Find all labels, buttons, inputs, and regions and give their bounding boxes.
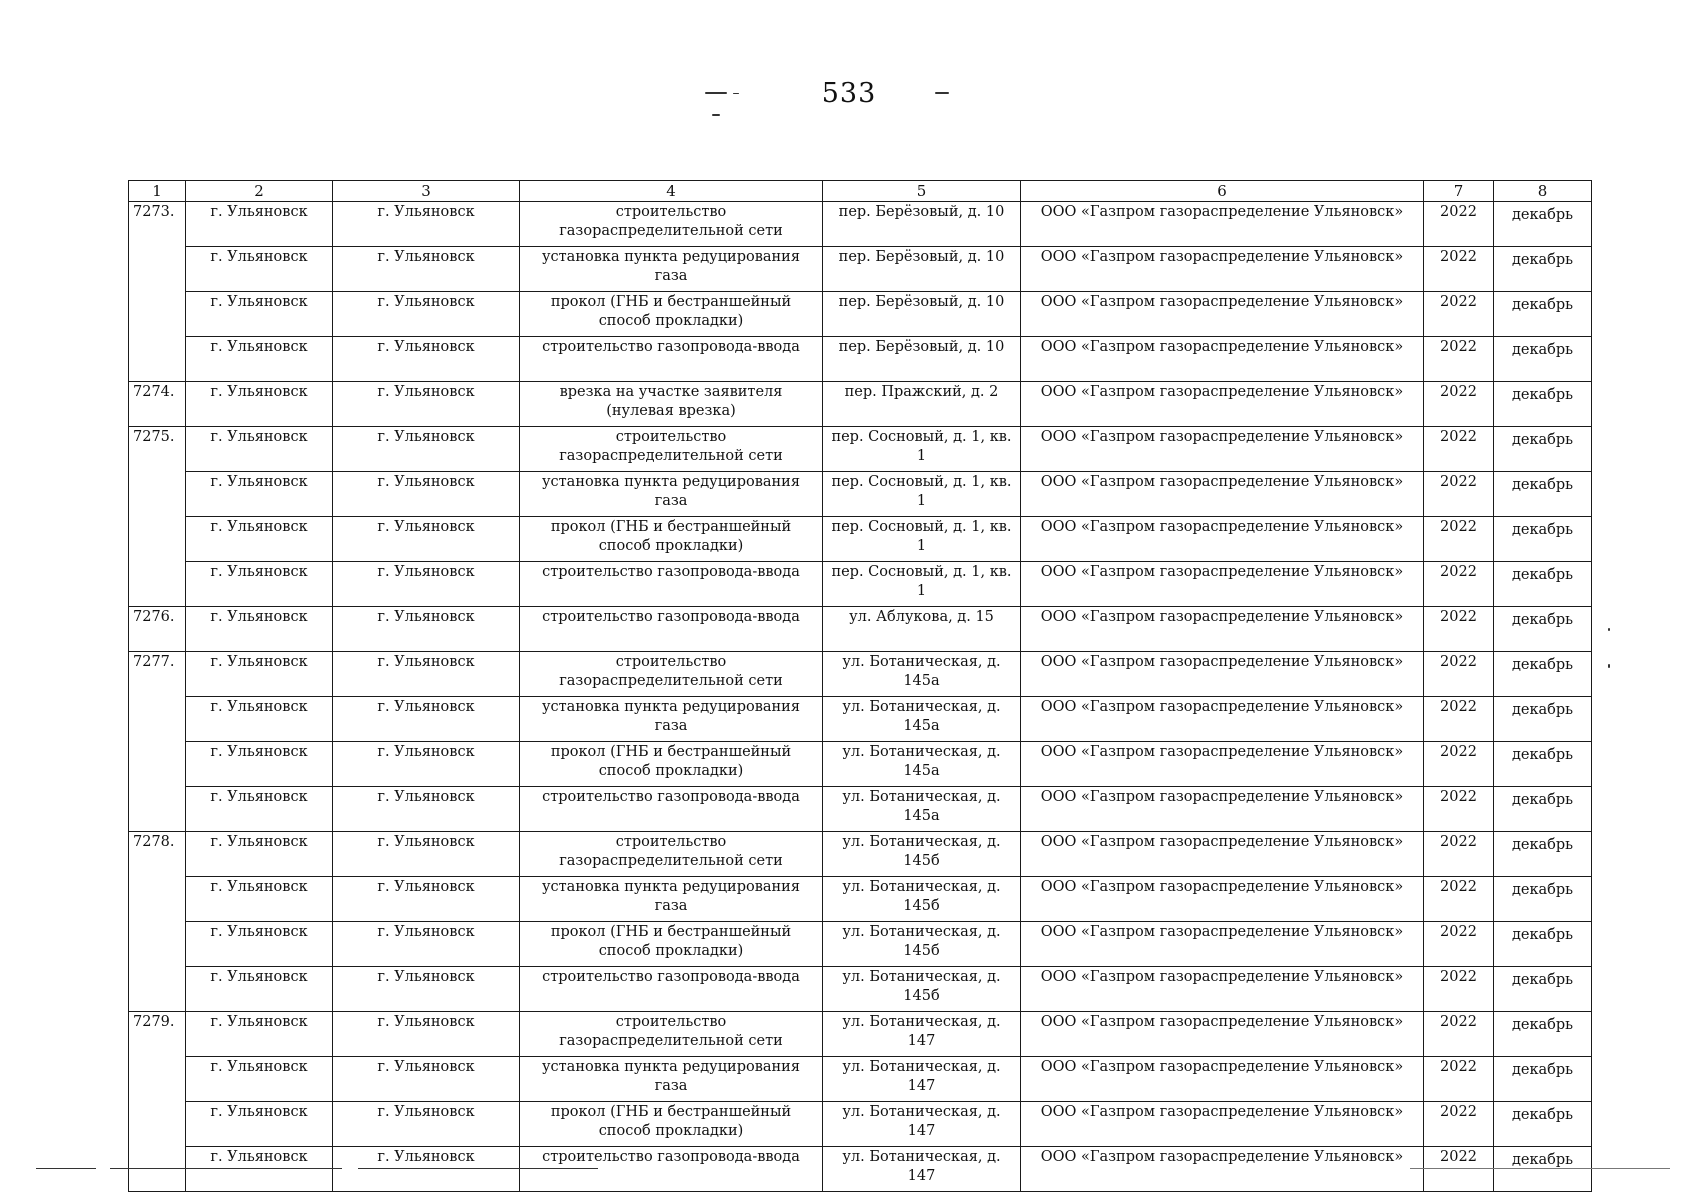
- organization-cell: ООО «Газпром газораспределение Ульяновск»: [1021, 922, 1424, 967]
- organization-cell: ООО «Газпром газораспределение Ульяновск»: [1021, 292, 1424, 337]
- work-type-cell: установка пункта редуцирования газа: [520, 697, 823, 742]
- address-cell: пер. Сосновый, д. 1, кв. 1: [823, 517, 1021, 562]
- work-type-cell: строительство газопровода-ввода: [520, 607, 823, 652]
- table-row: [129, 382, 1592, 427]
- address-cell: пер. Сосновый, д. 1, кв. 1: [823, 472, 1021, 517]
- settlement-cell: г. Ульяновск: [186, 382, 333, 427]
- footer-rule: [110, 1168, 342, 1169]
- year-cell: 2022: [1424, 922, 1494, 967]
- month-cell: декабрь: [1494, 1102, 1592, 1147]
- organization-cell: ООО «Газпром газораспределение Ульяновск»: [1021, 967, 1424, 1012]
- table-row: [129, 427, 1592, 472]
- month-cell: декабрь: [1494, 1057, 1592, 1102]
- district-cell: г. Ульяновск: [333, 922, 520, 967]
- district-cell: г. Ульяновск: [333, 1012, 520, 1057]
- address-cell: ул. Ботаническая, д. 147: [823, 1012, 1021, 1057]
- district-cell: г. Ульяновск: [333, 1057, 520, 1102]
- row-number: [129, 967, 186, 1012]
- month-cell: декабрь: [1494, 922, 1592, 967]
- district-cell: г. Ульяновск: [333, 742, 520, 787]
- table-row: [129, 832, 1592, 877]
- month-cell: декабрь: [1494, 877, 1592, 922]
- settlement-cell: г. Ульяновск: [186, 742, 333, 787]
- table-row: [129, 1012, 1592, 1057]
- work-type-cell: прокол (ГНБ и бестраншейный способ прокладки): [520, 1102, 823, 1147]
- month-cell: декабрь: [1494, 967, 1592, 1012]
- scan-speck: [712, 114, 720, 116]
- address-cell: ул. Ботаническая, д. 145б: [823, 877, 1021, 922]
- month-cell: декабрь: [1494, 1012, 1592, 1057]
- district-cell: г. Ульяновск: [333, 1102, 520, 1147]
- work-type-cell: прокол (ГНБ и бестраншейный способ прокладки): [520, 292, 823, 337]
- district-cell: г. Ульяновск: [333, 472, 520, 517]
- column-header-6: 6: [1021, 181, 1424, 202]
- year-cell: 2022: [1424, 787, 1494, 832]
- organization-cell: ООО «Газпром газораспределение Ульяновск»: [1021, 382, 1424, 427]
- table-row: [129, 787, 1592, 832]
- district-cell: г. Ульяновск: [333, 877, 520, 922]
- row-number: [129, 472, 186, 517]
- row-number: 7276.: [129, 607, 186, 652]
- address-cell: ул. Ботаническая, д. 145а: [823, 652, 1021, 697]
- row-number: 7277.: [129, 652, 186, 697]
- row-number: [129, 1147, 186, 1192]
- column-header-2: 2: [186, 181, 333, 202]
- district-cell: г. Ульяновск: [333, 1147, 520, 1192]
- organization-cell: ООО «Газпром газораспределение Ульяновск»: [1021, 202, 1424, 247]
- row-number: [129, 517, 186, 562]
- year-cell: 2022: [1424, 832, 1494, 877]
- header-row: [129, 181, 1592, 202]
- settlement-cell: г. Ульяновск: [186, 922, 333, 967]
- row-number: [129, 247, 186, 292]
- year-cell: 2022: [1424, 247, 1494, 292]
- settlement-cell: г. Ульяновск: [186, 202, 333, 247]
- district-cell: г. Ульяновск: [333, 967, 520, 1012]
- table-row: [129, 202, 1592, 247]
- year-cell: 2022: [1424, 1102, 1494, 1147]
- row-number: [129, 742, 186, 787]
- year-cell: 2022: [1424, 697, 1494, 742]
- row-number: [129, 1102, 186, 1147]
- organization-cell: ООО «Газпром газораспределение Ульяновск»: [1021, 832, 1424, 877]
- month-cell: декабрь: [1494, 1147, 1592, 1192]
- month-cell: декабрь: [1494, 292, 1592, 337]
- column-header-4: 4: [520, 181, 823, 202]
- settlement-cell: г. Ульяновск: [186, 562, 333, 607]
- work-type-cell: строительство газораспределительной сети: [520, 832, 823, 877]
- scan-speck: [1608, 628, 1610, 631]
- footer-rule: [358, 1168, 598, 1169]
- settlement-cell: г. Ульяновск: [186, 967, 333, 1012]
- month-cell: декабрь: [1494, 697, 1592, 742]
- district-cell: г. Ульяновск: [333, 652, 520, 697]
- district-cell: г. Ульяновск: [333, 697, 520, 742]
- address-cell: ул. Ботаническая, д. 145а: [823, 697, 1021, 742]
- organization-cell: ООО «Газпром газораспределение Ульяновск»: [1021, 1102, 1424, 1147]
- address-cell: ул. Ботаническая, д. 145б: [823, 967, 1021, 1012]
- footer-rule: [1410, 1168, 1670, 1169]
- year-cell: 2022: [1424, 517, 1494, 562]
- district-cell: г. Ульяновск: [333, 337, 520, 382]
- year-cell: 2022: [1424, 652, 1494, 697]
- settlement-cell: г. Ульяновск: [186, 337, 333, 382]
- month-cell: декабрь: [1494, 607, 1592, 652]
- address-cell: пер. Берёзовый, д. 10: [823, 337, 1021, 382]
- address-cell: пер. Берёзовый, д. 10: [823, 247, 1021, 292]
- year-cell: 2022: [1424, 967, 1494, 1012]
- address-cell: ул. Ботаническая, д. 147: [823, 1147, 1021, 1192]
- work-type-cell: прокол (ГНБ и бестраншейный способ прокладки): [520, 742, 823, 787]
- scan-speck: [733, 93, 739, 94]
- month-cell: декабрь: [1494, 247, 1592, 292]
- settlement-cell: г. Ульяновск: [186, 1057, 333, 1102]
- work-type-cell: строительство газораспределительной сети: [520, 202, 823, 247]
- work-type-cell: строительство газопровода-ввода: [520, 967, 823, 1012]
- scan-speck: [1608, 664, 1610, 668]
- organization-cell: ООО «Газпром газораспределение Ульяновск»: [1021, 742, 1424, 787]
- year-cell: 2022: [1424, 877, 1494, 922]
- table-row: [129, 967, 1592, 1012]
- page-number: 533: [821, 78, 877, 109]
- address-cell: пер. Сосновый, д. 1, кв. 1: [823, 427, 1021, 472]
- organization-cell: ООО «Газпром газораспределение Ульяновск»: [1021, 1147, 1424, 1192]
- table-row: [129, 877, 1592, 922]
- work-type-cell: установка пункта редуцирования газа: [520, 1057, 823, 1102]
- address-cell: ул. Ботаническая, д. 147: [823, 1102, 1021, 1147]
- table-row: [129, 742, 1592, 787]
- settlement-cell: г. Ульяновск: [186, 697, 333, 742]
- settlement-cell: г. Ульяновск: [186, 1102, 333, 1147]
- settlement-cell: г. Ульяновск: [186, 787, 333, 832]
- month-cell: декабрь: [1494, 787, 1592, 832]
- organization-cell: ООО «Газпром газораспределение Ульяновск»: [1021, 337, 1424, 382]
- address-cell: пер. Берёзовый, д. 10: [823, 202, 1021, 247]
- table-row: [129, 562, 1592, 607]
- column-header-3: 3: [333, 181, 520, 202]
- year-cell: 2022: [1424, 427, 1494, 472]
- settlement-cell: г. Ульяновск: [186, 1012, 333, 1057]
- row-number: [129, 562, 186, 607]
- organization-cell: ООО «Газпром газораспределение Ульяновск»: [1021, 877, 1424, 922]
- work-type-cell: строительство газораспределительной сети: [520, 427, 823, 472]
- settlement-cell: г. Ульяновск: [186, 247, 333, 292]
- row-number: 7278.: [129, 832, 186, 877]
- month-cell: декабрь: [1494, 202, 1592, 247]
- organization-cell: ООО «Газпром газораспределение Ульяновск»: [1021, 517, 1424, 562]
- organization-cell: ООО «Газпром газораспределение Ульяновск»: [1021, 652, 1424, 697]
- organization-cell: ООО «Газпром газораспределение Ульяновск»: [1021, 247, 1424, 292]
- organization-cell: ООО «Газпром газораспределение Ульяновск»: [1021, 562, 1424, 607]
- district-cell: г. Ульяновск: [333, 292, 520, 337]
- year-cell: 2022: [1424, 1012, 1494, 1057]
- row-number: 7275.: [129, 427, 186, 472]
- month-cell: декабрь: [1494, 472, 1592, 517]
- settlement-cell: г. Ульяновск: [186, 607, 333, 652]
- district-cell: г. Ульяновск: [333, 607, 520, 652]
- year-cell: 2022: [1424, 382, 1494, 427]
- settlement-cell: г. Ульяновск: [186, 832, 333, 877]
- row-number: [129, 1057, 186, 1102]
- year-cell: 2022: [1424, 1147, 1494, 1192]
- district-cell: г. Ульяновск: [333, 517, 520, 562]
- row-number: [129, 922, 186, 967]
- row-number: 7279.: [129, 1012, 186, 1057]
- address-cell: ул. Ботаническая, д. 147: [823, 1057, 1021, 1102]
- table-row: [129, 922, 1592, 967]
- column-header-5: 5: [823, 181, 1021, 202]
- district-cell: г. Ульяновск: [333, 787, 520, 832]
- column-header-7: 7: [1424, 181, 1494, 202]
- table-row: [129, 517, 1592, 562]
- work-type-cell: прокол (ГНБ и бестраншейный способ прокладки): [520, 517, 823, 562]
- table-row: [129, 472, 1592, 517]
- district-cell: г. Ульяновск: [333, 247, 520, 292]
- scan-speck: [935, 92, 949, 94]
- month-cell: декабрь: [1494, 517, 1592, 562]
- row-number: [129, 292, 186, 337]
- footer-rule: [36, 1168, 96, 1169]
- work-type-cell: строительство газопровода-ввода: [520, 1147, 823, 1192]
- work-type-cell: установка пункта редуцирования газа: [520, 247, 823, 292]
- year-cell: 2022: [1424, 202, 1494, 247]
- year-cell: 2022: [1424, 472, 1494, 517]
- year-cell: 2022: [1424, 742, 1494, 787]
- year-cell: 2022: [1424, 562, 1494, 607]
- work-type-cell: строительство газораспределительной сети: [520, 652, 823, 697]
- row-number: [129, 697, 186, 742]
- work-type-cell: строительство газораспределительной сети: [520, 1012, 823, 1057]
- year-cell: 2022: [1424, 607, 1494, 652]
- scan-speck: [705, 92, 727, 94]
- settlement-cell: г. Ульяновск: [186, 472, 333, 517]
- address-cell: ул. Ботаническая, д. 145а: [823, 742, 1021, 787]
- column-header-8: 8: [1494, 181, 1592, 202]
- organization-cell: ООО «Газпром газораспределение Ульяновск»: [1021, 1012, 1424, 1057]
- district-cell: г. Ульяновск: [333, 562, 520, 607]
- work-type-cell: установка пункта редуцирования газа: [520, 472, 823, 517]
- settlement-cell: г. Ульяновск: [186, 427, 333, 472]
- month-cell: декабрь: [1494, 427, 1592, 472]
- row-number: 7274.: [129, 382, 186, 427]
- row-number: [129, 337, 186, 382]
- district-cell: г. Ульяновск: [333, 382, 520, 427]
- organization-cell: ООО «Газпром газораспределение Ульяновск»: [1021, 787, 1424, 832]
- work-type-cell: строительство газопровода-ввода: [520, 787, 823, 832]
- settlement-cell: г. Ульяновск: [186, 517, 333, 562]
- table-body: [129, 202, 1592, 1192]
- month-cell: декабрь: [1494, 337, 1592, 382]
- table-row: [129, 1147, 1592, 1192]
- row-number: [129, 877, 186, 922]
- table-row: [129, 607, 1592, 652]
- settlement-cell: г. Ульяновск: [186, 1147, 333, 1192]
- year-cell: 2022: [1424, 292, 1494, 337]
- month-cell: декабрь: [1494, 562, 1592, 607]
- address-cell: пер. Сосновый, д. 1, кв. 1: [823, 562, 1021, 607]
- row-number: [129, 787, 186, 832]
- table-row: [129, 1057, 1592, 1102]
- table-row: [129, 247, 1592, 292]
- organization-cell: ООО «Газпром газораспределение Ульяновск»: [1021, 1057, 1424, 1102]
- address-cell: ул. Аблукова, д. 15: [823, 607, 1021, 652]
- organization-cell: ООО «Газпром газораспределение Ульяновск»: [1021, 697, 1424, 742]
- organization-cell: ООО «Газпром газораспределение Ульяновск»: [1021, 607, 1424, 652]
- work-type-cell: прокол (ГНБ и бестраншейный способ прокладки): [520, 922, 823, 967]
- work-type-cell: врезка на участке заявителя (нулевая врезка): [520, 382, 823, 427]
- work-type-cell: строительство газопровода-ввода: [520, 337, 823, 382]
- works-table: [128, 180, 1592, 1192]
- organization-cell: ООО «Газпром газораспределение Ульяновск»: [1021, 427, 1424, 472]
- address-cell: ул. Ботаническая, д. 145а: [823, 787, 1021, 832]
- address-cell: ул. Ботаническая, д. 145б: [823, 832, 1021, 877]
- district-cell: г. Ульяновск: [333, 202, 520, 247]
- table-row: [129, 1102, 1592, 1147]
- settlement-cell: г. Ульяновск: [186, 652, 333, 697]
- work-type-cell: строительство газопровода-ввода: [520, 562, 823, 607]
- district-cell: г. Ульяновск: [333, 832, 520, 877]
- row-number: 7273.: [129, 202, 186, 247]
- month-cell: декабрь: [1494, 652, 1592, 697]
- month-cell: декабрь: [1494, 382, 1592, 427]
- table-row: [129, 652, 1592, 697]
- table-row: [129, 292, 1592, 337]
- address-cell: пер. Берёзовый, д. 10: [823, 292, 1021, 337]
- month-cell: декабрь: [1494, 742, 1592, 787]
- address-cell: пер. Пражский, д. 2: [823, 382, 1021, 427]
- table-row: [129, 697, 1592, 742]
- table-row: [129, 337, 1592, 382]
- column-header-1: 1: [129, 181, 186, 202]
- settlement-cell: г. Ульяновск: [186, 877, 333, 922]
- settlement-cell: г. Ульяновск: [186, 292, 333, 337]
- month-cell: декабрь: [1494, 832, 1592, 877]
- work-type-cell: установка пункта редуцирования газа: [520, 877, 823, 922]
- year-cell: 2022: [1424, 337, 1494, 382]
- year-cell: 2022: [1424, 1057, 1494, 1102]
- district-cell: г. Ульяновск: [333, 427, 520, 472]
- address-cell: ул. Ботаническая, д. 145б: [823, 922, 1021, 967]
- organization-cell: ООО «Газпром газораспределение Ульяновск»: [1021, 472, 1424, 517]
